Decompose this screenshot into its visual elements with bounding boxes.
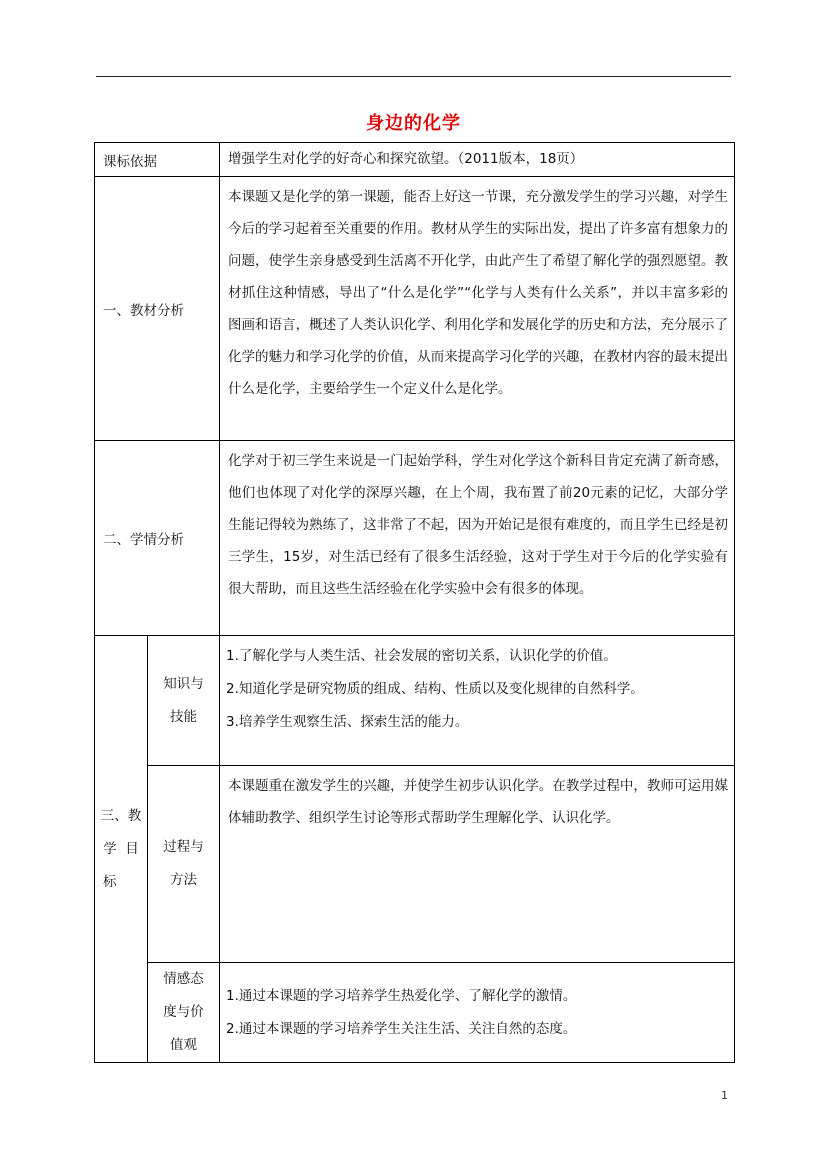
knowledge-label-line: 知识与 <box>163 675 204 692</box>
knowledge-content <box>220 636 735 766</box>
row-material <box>95 177 735 441</box>
row-process <box>95 766 735 963</box>
list-item: 3.培养学生观察生活、探索生活的能力。 <box>226 714 469 730</box>
goals-label-line: 三、教 <box>100 807 142 824</box>
basis-content: 增强学生对化学的好奇心和探究欲望。（2011版本，18页） <box>220 143 735 177</box>
list-item: 2.通过本课题的学习培养学生关注生活、关注自然的态度。 <box>226 1020 577 1037</box>
process-label-line: 方法 <box>170 872 197 888</box>
emotion-label <box>148 963 220 1063</box>
row-basis <box>95 143 735 177</box>
row-students <box>95 441 735 636</box>
process-content: 本课题重在激发学生的兴趣，并使学生初步认识化学。在教学过程中，教师可运用媒体辅助教学、组织学生讨论等形式帮助学生理解化学、认识化学。 <box>220 766 735 963</box>
process-label <box>148 766 220 963</box>
emotion-label-line: 度与价 <box>163 1004 204 1020</box>
document-title: 身边的化学 <box>366 113 461 134</box>
goals-label-line: 标 <box>103 873 117 890</box>
goals-label-line: 学 目 <box>103 840 139 857</box>
goals-label <box>95 636 148 1063</box>
process-label-line: 过程与 <box>163 839 204 855</box>
emotion-label-line: 值观 <box>170 1037 197 1053</box>
list-item: 1.通过本课题的学习培养学生热爱化学、了解化学的激情。 <box>226 987 577 1004</box>
list-item: 1.了解化学与人类生活、社会发展的密切关系，认识化学的价值。 <box>226 648 617 664</box>
emotion-content <box>220 963 735 1063</box>
knowledge-label <box>148 636 220 766</box>
material-content: 本课题又是化学的第一课题，能否上好这一节课，充分激发学生的学习兴趣，对学生今后的学习起着至关重要的作用。教材从学生的实际出发，提出了许多富有想象力的问题，使学生亲身感受到生活离不开化学，由此产生了希望了解化学的强烈愿望。教材抓住这种情感，导出了“什么是化学”“化学与人类有什么关系”，并以丰富多彩的图画和语言，概述了人类认识化学、利用化学和发展化学的历史和方法，充分展示了化学的魅力和学习化学的价值，从而来提高学习化学的兴趣，在教材内容的最末提出什么是化学，主要给学生一个定义什么是化学。 <box>220 177 735 441</box>
emotion-label-line: 情感态 <box>163 971 204 987</box>
row-emotion <box>95 963 735 1063</box>
page-number: 1 <box>721 1089 728 1102</box>
basis-label: 课标依据 <box>95 143 220 177</box>
header-rule <box>96 76 731 77</box>
row-knowledge <box>95 636 735 766</box>
list-item: 2.知道化学是研究物质的组成、结构、性质以及变化规律的自然科学。 <box>226 681 644 697</box>
students-label: 二、学情分析 <box>95 441 220 636</box>
material-label: 一、教材分析 <box>95 177 220 441</box>
students-content: 化学对于初三学生来说是一门起始学科，学生对化学这个新科目肯定充满了新奇感，他们也体现了对化学的深厚兴趣，在上个周，我布置了前20元素的记忆，大部分学生能记得较为熟练了，这非常了不起，因为开始记是很有难度的，而且学生已经是初三学生，15岁，对生活已经有了很多生活经验，这对于学生对于今后的化学实验有很大帮助，而且这些生活经验在化学实验中会有很多的体现。 <box>220 441 735 636</box>
lesson-plan-table <box>94 142 735 1063</box>
knowledge-label-line: 技能 <box>170 708 197 725</box>
